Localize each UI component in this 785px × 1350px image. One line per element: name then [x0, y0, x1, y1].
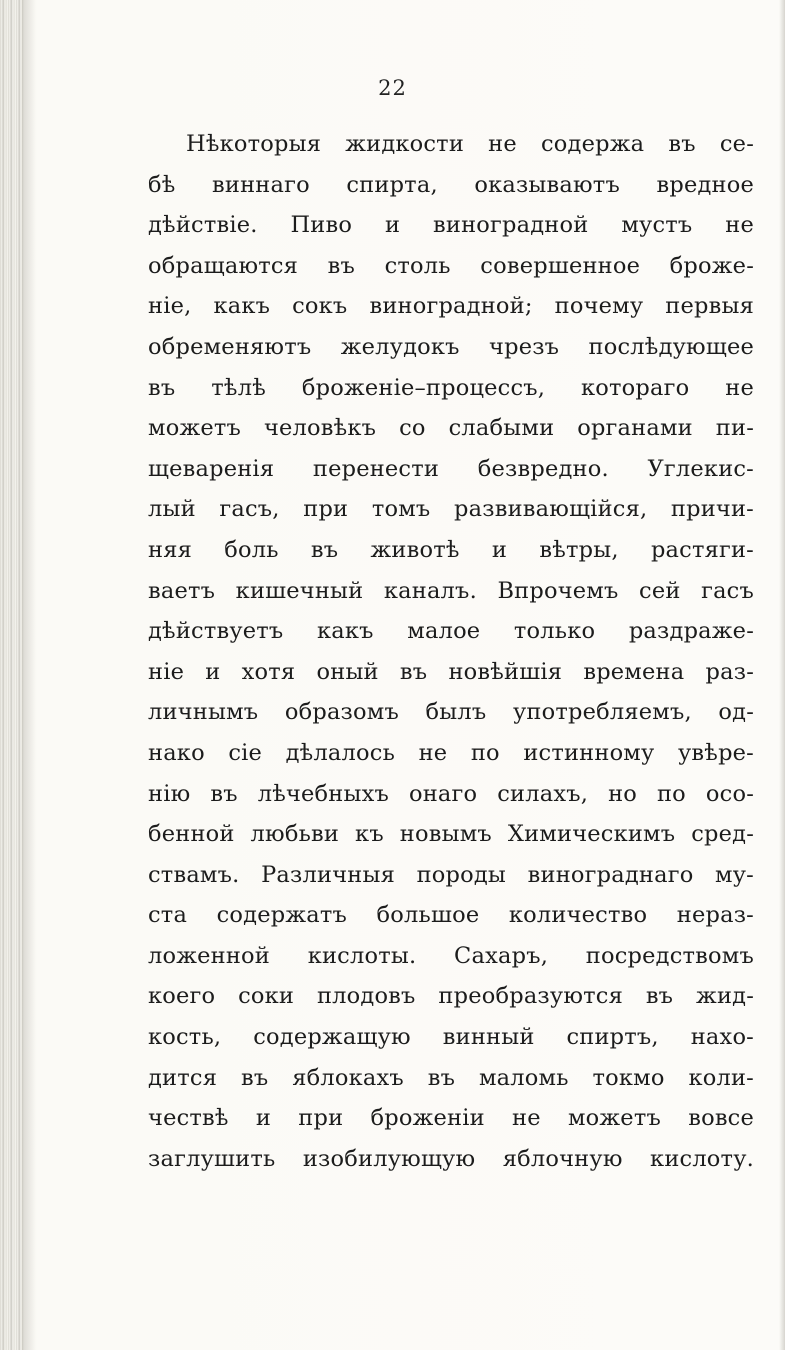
text-line: обременяютъ желудокъ чрезъ послѣдующее	[148, 333, 754, 360]
text-line: няя боль въ животѣ и вѣтры, растяги-	[148, 536, 754, 563]
text-line: въ тѣлѣ броженіе–процессъ, котораго не	[148, 374, 754, 401]
text-line: нако сіе дѣлалось не по истинному увѣре-	[148, 739, 754, 766]
text-line: личнымъ образомъ былъ употребляемъ, од-	[148, 699, 754, 726]
binding-edge	[0, 0, 24, 1350]
text-line: кость, содержащую винный спиртъ, нахо-	[148, 1024, 754, 1051]
text-line: дѣйствіе. Пиво и виноградной мустъ не	[148, 212, 754, 239]
text-line: коего соки плодовъ преобразуются въ жид-	[148, 983, 754, 1010]
text-line: ніе и хотя оный въ новѣйшія времена раз-	[148, 658, 754, 685]
text-line: заглушить изобилующую яблочную кислоту.	[148, 1145, 754, 1172]
text-line: бенной любьви къ новымъ Химическимъ сред-	[148, 821, 754, 848]
page-edge	[779, 0, 785, 1350]
text-line: щеваренія перенести безвредно. Углекис-	[148, 455, 754, 482]
text-line: ложенной кислоты. Сахаръ, посредствомъ	[148, 942, 754, 969]
text-line: Нѣкоторыя жидкости не содержа въ се-	[186, 131, 754, 157]
text-line: чествѣ и при броженіи не можетъ вовсе	[148, 1105, 754, 1132]
text-line: ствамъ. Различныя породы винограднаго му-	[148, 861, 754, 888]
body-text	[148, 124, 754, 1179]
text-line: обращаются въ столь совершенное броже-	[148, 252, 754, 279]
binding-shadow	[22, 0, 36, 1350]
page-number: 22	[378, 76, 407, 100]
text-line: нію въ лѣчебныхъ онаго силахъ, но по осо-	[148, 780, 754, 807]
text-line: дѣйствуетъ какъ малое только раздраже-	[148, 618, 754, 645]
text-line: можетъ человѣкъ со слабыми органами пи-	[148, 415, 754, 442]
text-line: ваетъ кишечный каналъ. Впрочемъ сей гасъ	[148, 577, 754, 604]
text-line: ніе, какъ сокъ виноградной; почему первыя	[148, 293, 754, 320]
text-line: ста содержатъ большое количество нераз-	[148, 902, 754, 929]
text-line: лый гасъ, при томъ развивающійся, причи-	[148, 496, 754, 523]
text-line: дится въ яблокахъ въ маломь токмо коли-	[148, 1064, 754, 1091]
text-line: бѣ виннаго спирта, оказываютъ вредное	[148, 171, 754, 198]
